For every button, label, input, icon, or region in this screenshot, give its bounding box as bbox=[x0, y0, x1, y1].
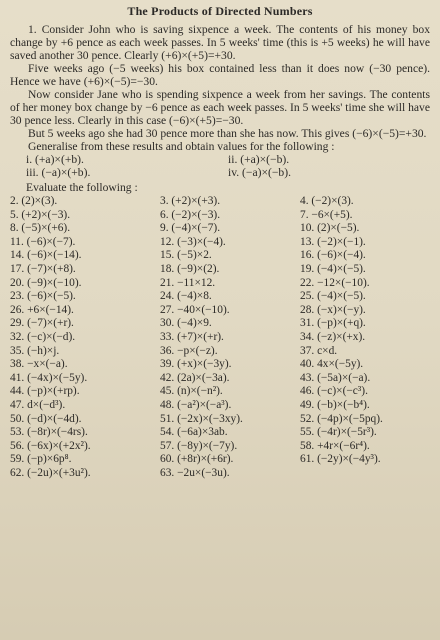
exercise-expression: (−3)×(−4). bbox=[177, 235, 226, 248]
evaluate-heading: Evaluate the following : bbox=[26, 181, 138, 194]
exercise-item bbox=[160, 209, 300, 223]
exercise-expression: (+2)×(+3). bbox=[171, 195, 221, 207]
paragraph-jane-five-weeks-ago: But 5 weeks ago she had 30 pence more than she has now. This gives (−6)×(−5)=+30. bbox=[28, 127, 427, 140]
exercise-expression: (−6)×(−5). bbox=[27, 290, 76, 303]
exercise-number: 7. bbox=[300, 208, 312, 221]
exercise-number: 50. bbox=[10, 412, 28, 425]
exercise-item bbox=[300, 277, 430, 291]
exercise-expression: (−6)×(−7). bbox=[26, 235, 76, 248]
exercise-number: 37. bbox=[300, 344, 318, 357]
exercise-expression: −11×12. bbox=[177, 276, 216, 289]
exercise-number: 14. bbox=[10, 249, 28, 262]
exercise-expression: (−7)×(+r). bbox=[27, 317, 74, 330]
exercise-number: 57. bbox=[160, 439, 178, 452]
exercise-expression: (−4)×(−7). bbox=[171, 222, 221, 235]
exercise-expression: (−4r)×(−5r³). bbox=[317, 426, 377, 439]
exercise-item bbox=[160, 317, 300, 331]
exercise-item bbox=[10, 426, 160, 440]
exercise-number: 43. bbox=[300, 371, 318, 384]
exercise-number: 34. bbox=[300, 330, 318, 343]
exercise-expression: (−4)×8. bbox=[177, 290, 212, 303]
exercise-number: 23. bbox=[10, 290, 28, 303]
exercise-number: 24. bbox=[160, 290, 178, 303]
exercise-item bbox=[300, 372, 430, 386]
exercise-item bbox=[10, 277, 160, 291]
exercise-expression: (2)×(−5). bbox=[317, 222, 360, 235]
exercise-expression: (−8r)×(−4rs). bbox=[27, 426, 88, 439]
exercise-number: 49. bbox=[300, 398, 318, 411]
exercise-item bbox=[160, 426, 300, 440]
exercise-list bbox=[10, 195, 430, 480]
exercise-number: 52. bbox=[300, 412, 318, 425]
exercise-item bbox=[300, 453, 430, 467]
exercise-item bbox=[160, 236, 300, 250]
exercise-number: 44. bbox=[10, 385, 28, 398]
exercise-expression: (−4)×9. bbox=[177, 317, 212, 330]
exercise-expression: (−4x)×(−5y). bbox=[27, 371, 88, 384]
exercise-item bbox=[300, 222, 430, 236]
exercise-number: 12. bbox=[160, 235, 178, 248]
exercise-number: 28. bbox=[300, 303, 318, 316]
exercise-expression: (−2)×(3). bbox=[311, 195, 354, 207]
exercise-expression: (−9)×(−10). bbox=[27, 276, 82, 289]
exercise-item bbox=[300, 345, 430, 359]
exercise-item bbox=[300, 399, 430, 413]
exercise-item bbox=[160, 331, 300, 345]
exercise-number: 39. bbox=[160, 358, 178, 371]
exercise-number: 11. bbox=[10, 235, 27, 248]
exercise-number: 31. bbox=[300, 317, 318, 330]
exercise-item bbox=[300, 331, 430, 345]
exercise-item bbox=[160, 358, 300, 372]
exercise-number: 3. bbox=[160, 195, 172, 207]
exercise-item bbox=[160, 222, 300, 236]
exercise-expression: (−c)×(−d). bbox=[27, 330, 76, 343]
exercise-number: 19. bbox=[300, 262, 318, 275]
exercise-item bbox=[10, 317, 160, 331]
exercise-expression: (−p)×(+rp). bbox=[27, 385, 80, 398]
exercise-item bbox=[160, 372, 300, 386]
exercise-item bbox=[300, 195, 430, 209]
exercise-item bbox=[300, 249, 430, 263]
exercise-item bbox=[160, 453, 300, 467]
exercise-number: 42. bbox=[160, 371, 178, 384]
exercise-item bbox=[300, 358, 430, 372]
exercise-number: 26. bbox=[10, 303, 28, 316]
paragraph-five-weeks-ago: Five weeks ago (−5 weeks) his box contained less than it does now (−30 pence). Hence we have (+6)×(−5)=−30. bbox=[10, 62, 430, 88]
exercise-item bbox=[300, 236, 430, 250]
exercise-item bbox=[300, 426, 430, 440]
generalise-item: i. (+a)×(+b). bbox=[26, 153, 84, 166]
exercise-item bbox=[300, 290, 430, 304]
exercise-expression: −40×(−10). bbox=[177, 303, 230, 316]
exercise-expression: (−d)×(−4d). bbox=[27, 412, 82, 425]
exercise-expression: (−5)×2. bbox=[177, 249, 212, 262]
exercise-expression: (−5)×(+6). bbox=[21, 222, 71, 235]
exercise-number: 25. bbox=[300, 290, 318, 303]
exercise-item bbox=[10, 453, 160, 467]
exercise-number: 36. bbox=[160, 344, 178, 357]
exercise-item bbox=[10, 249, 160, 263]
exercise-number: 33. bbox=[160, 330, 178, 343]
exercise-item bbox=[10, 236, 160, 250]
exercise-number: 30. bbox=[160, 317, 178, 330]
exercise-expression: (−6)×(−14). bbox=[27, 249, 82, 262]
exercise-number: 48. bbox=[160, 398, 178, 411]
exercise-number: 20. bbox=[10, 276, 28, 289]
exercise-number: 40. bbox=[300, 358, 318, 371]
generalise-item: ii. (+a)×(−b). bbox=[228, 153, 290, 166]
exercise-expression: (−2x)×(−3xy). bbox=[177, 412, 243, 425]
exercise-number: 16. bbox=[300, 249, 318, 262]
exercise-item bbox=[160, 440, 300, 454]
exercise-item bbox=[10, 385, 160, 399]
exercise-item bbox=[300, 317, 430, 331]
exercise-item bbox=[10, 195, 160, 209]
exercise-item bbox=[10, 399, 160, 413]
exercise-number: 22. bbox=[300, 276, 318, 289]
exercise-number: 32. bbox=[10, 330, 28, 343]
exercise-expression: (−6x)×(+2x²). bbox=[27, 439, 91, 452]
exercise-expression: (−2)×(−3). bbox=[171, 208, 221, 221]
exercise-expression: (−2y)×(−4y³). bbox=[317, 453, 381, 466]
exercise-number: 55. bbox=[300, 426, 318, 439]
exercise-expression: (−c)×(−c³). bbox=[317, 385, 368, 398]
exercise-item bbox=[10, 304, 160, 318]
exercise-expression: (−z)×(+x). bbox=[317, 330, 366, 343]
paragraph-generalise: Generalise from these results and obtain values for the following : bbox=[28, 140, 335, 153]
exercise-item bbox=[160, 277, 300, 291]
exercise-item bbox=[10, 290, 160, 304]
exercise-number: 8. bbox=[10, 222, 22, 235]
exercise-item bbox=[10, 440, 160, 454]
exercise-expression: (−8y)×(−7y). bbox=[177, 439, 238, 452]
exercise-expression: (−b)×(−b⁴). bbox=[317, 398, 370, 411]
exercise-expression: (−2)×(−1). bbox=[317, 235, 366, 248]
exercise-expression: −x×(−a). bbox=[27, 358, 68, 371]
exercise-number: 45. bbox=[160, 385, 178, 398]
exercise-item bbox=[300, 209, 430, 223]
exercise-item bbox=[160, 195, 300, 209]
exercise-number: 9. bbox=[160, 222, 172, 235]
exercise-number: 21. bbox=[160, 276, 178, 289]
exercise-item bbox=[10, 263, 160, 277]
exercise-expression: (−4p)×(−5pq). bbox=[317, 412, 383, 425]
exercise-number: 18. bbox=[160, 262, 178, 275]
exercise-expression: (n)×(−n²). bbox=[177, 385, 223, 398]
exercise-expression: (−4)×(−5). bbox=[317, 262, 366, 275]
exercise-number: 63. bbox=[160, 466, 178, 479]
exercise-expression: −6×(+5). bbox=[311, 208, 353, 221]
exercise-item bbox=[300, 440, 430, 454]
exercise-number: 56. bbox=[10, 439, 28, 452]
exercise-number: 6. bbox=[160, 208, 172, 221]
exercise-item bbox=[10, 358, 160, 372]
exercise-number: 2. bbox=[10, 195, 22, 207]
exercise-expression: −12×(−10). bbox=[317, 276, 370, 289]
exercise-expression: (+7)×(+r). bbox=[177, 330, 224, 343]
exercise-number: 27. bbox=[160, 303, 178, 316]
exercise-item bbox=[160, 304, 300, 318]
exercise-number: 10. bbox=[300, 222, 318, 235]
exercise-number: 5. bbox=[10, 208, 22, 221]
generalise-item: iii. (−a)×(+b). bbox=[26, 166, 91, 179]
exercise-expression: (−p)×(+q). bbox=[317, 317, 366, 330]
exercise-item bbox=[300, 263, 430, 277]
exercise-number: 4. bbox=[300, 195, 312, 207]
exercise-expression: 4x×(−5y). bbox=[317, 358, 364, 371]
exercise-item bbox=[160, 413, 300, 427]
exercise-item bbox=[160, 467, 300, 481]
exercise-expression: (−5a)×(−a). bbox=[317, 371, 371, 384]
exercise-number: 54. bbox=[160, 426, 178, 439]
exercise-expression: (−7)×(+8). bbox=[27, 262, 76, 275]
generalise-items bbox=[10, 153, 430, 179]
exercise-expression: (−h)×j. bbox=[27, 344, 60, 357]
exercise-number: 13. bbox=[300, 235, 318, 248]
exercise-number: 53. bbox=[10, 426, 28, 439]
exercise-expression: (+8r)×(+6r). bbox=[177, 453, 234, 466]
exercise-item bbox=[160, 385, 300, 399]
exercise-number: 59. bbox=[10, 453, 28, 466]
exercise-item bbox=[300, 413, 430, 427]
exercise-item bbox=[10, 372, 160, 386]
exercise-expression: d×(−d³). bbox=[27, 398, 66, 411]
exercise-number: 35. bbox=[10, 344, 28, 357]
exercise-expression: (2a)×(−3a). bbox=[177, 371, 230, 384]
paragraph-jane-spending: Now consider Jane who is spending sixpence a week from her savings. The contents of her money box change by −6 pence as each week passes. In 5 weeks' time she will have 30 pence less. Clearly in this case (−6)×(+5)=−30. bbox=[10, 88, 430, 127]
exercise-number: 46. bbox=[300, 385, 318, 398]
exercise-expression: (+2)×(−3). bbox=[21, 208, 71, 221]
page-title: The Products of Directed Numbers bbox=[127, 4, 313, 18]
exercise-expression: (2)×(3). bbox=[21, 195, 58, 207]
exercise-expression: (−a²)×(−a³). bbox=[177, 398, 232, 411]
exercise-expression: c×d. bbox=[317, 344, 338, 357]
exercise-number: 47. bbox=[10, 398, 28, 411]
exercise-item bbox=[10, 345, 160, 359]
exercise-item bbox=[10, 413, 160, 427]
exercise-number: 29. bbox=[10, 317, 28, 330]
exercise-number: 41. bbox=[10, 371, 28, 384]
exercise-expression: (−6)×(−4). bbox=[317, 249, 366, 262]
exercise-expression: (+x)×(−3y). bbox=[177, 358, 232, 371]
exercise-item bbox=[10, 467, 160, 481]
exercise-number: 38. bbox=[10, 358, 28, 371]
exercise-number: 15. bbox=[160, 249, 178, 262]
exercise-expression: (−p)×6p⁸. bbox=[27, 453, 72, 466]
exercise-item bbox=[10, 222, 160, 236]
exercise-expression: +6×(−14). bbox=[27, 303, 74, 316]
exercise-item bbox=[160, 345, 300, 359]
exercise-expression: (−6a)×3ab. bbox=[177, 426, 228, 439]
exercise-number: 61. bbox=[300, 453, 318, 466]
generalise-item: iv. (−a)×(−b). bbox=[228, 166, 291, 179]
exercise-number: 58. bbox=[300, 439, 318, 452]
exercise-item bbox=[10, 331, 160, 345]
exercise-item bbox=[160, 249, 300, 263]
paragraph-john-saving: 1. Consider John who is saving sixpence a week. The contents of his money box change by +6 pence as each week passes. In 5 weeks' time (this is +5 weeks) he will have saved another 30 pence. Clearly (+6)×(+5)=+30. bbox=[10, 23, 430, 62]
exercise-expression: (−2u)×(+3u²). bbox=[27, 466, 91, 479]
exercise-expression: (−x)×(−y). bbox=[317, 303, 366, 316]
exercise-number: 17. bbox=[10, 262, 28, 275]
exercise-item bbox=[160, 263, 300, 277]
exercise-item bbox=[10, 209, 160, 223]
exercise-expression: (−9)×(2). bbox=[177, 262, 220, 275]
exercise-item bbox=[300, 385, 430, 399]
exercise-item bbox=[160, 290, 300, 304]
exercise-expression: −p×(−z). bbox=[177, 344, 218, 357]
exercise-expression: −2u×(−3u). bbox=[177, 466, 230, 479]
exercise-number: 51. bbox=[160, 412, 178, 425]
exercise-expression: +4r×(−6r⁴). bbox=[317, 439, 370, 452]
exercise-expression: (−4)×(−5). bbox=[317, 290, 366, 303]
exercise-number: 62. bbox=[10, 466, 28, 479]
exercise-number: 60. bbox=[160, 453, 178, 466]
exercise-item bbox=[300, 304, 430, 318]
exercise-item bbox=[160, 399, 300, 413]
